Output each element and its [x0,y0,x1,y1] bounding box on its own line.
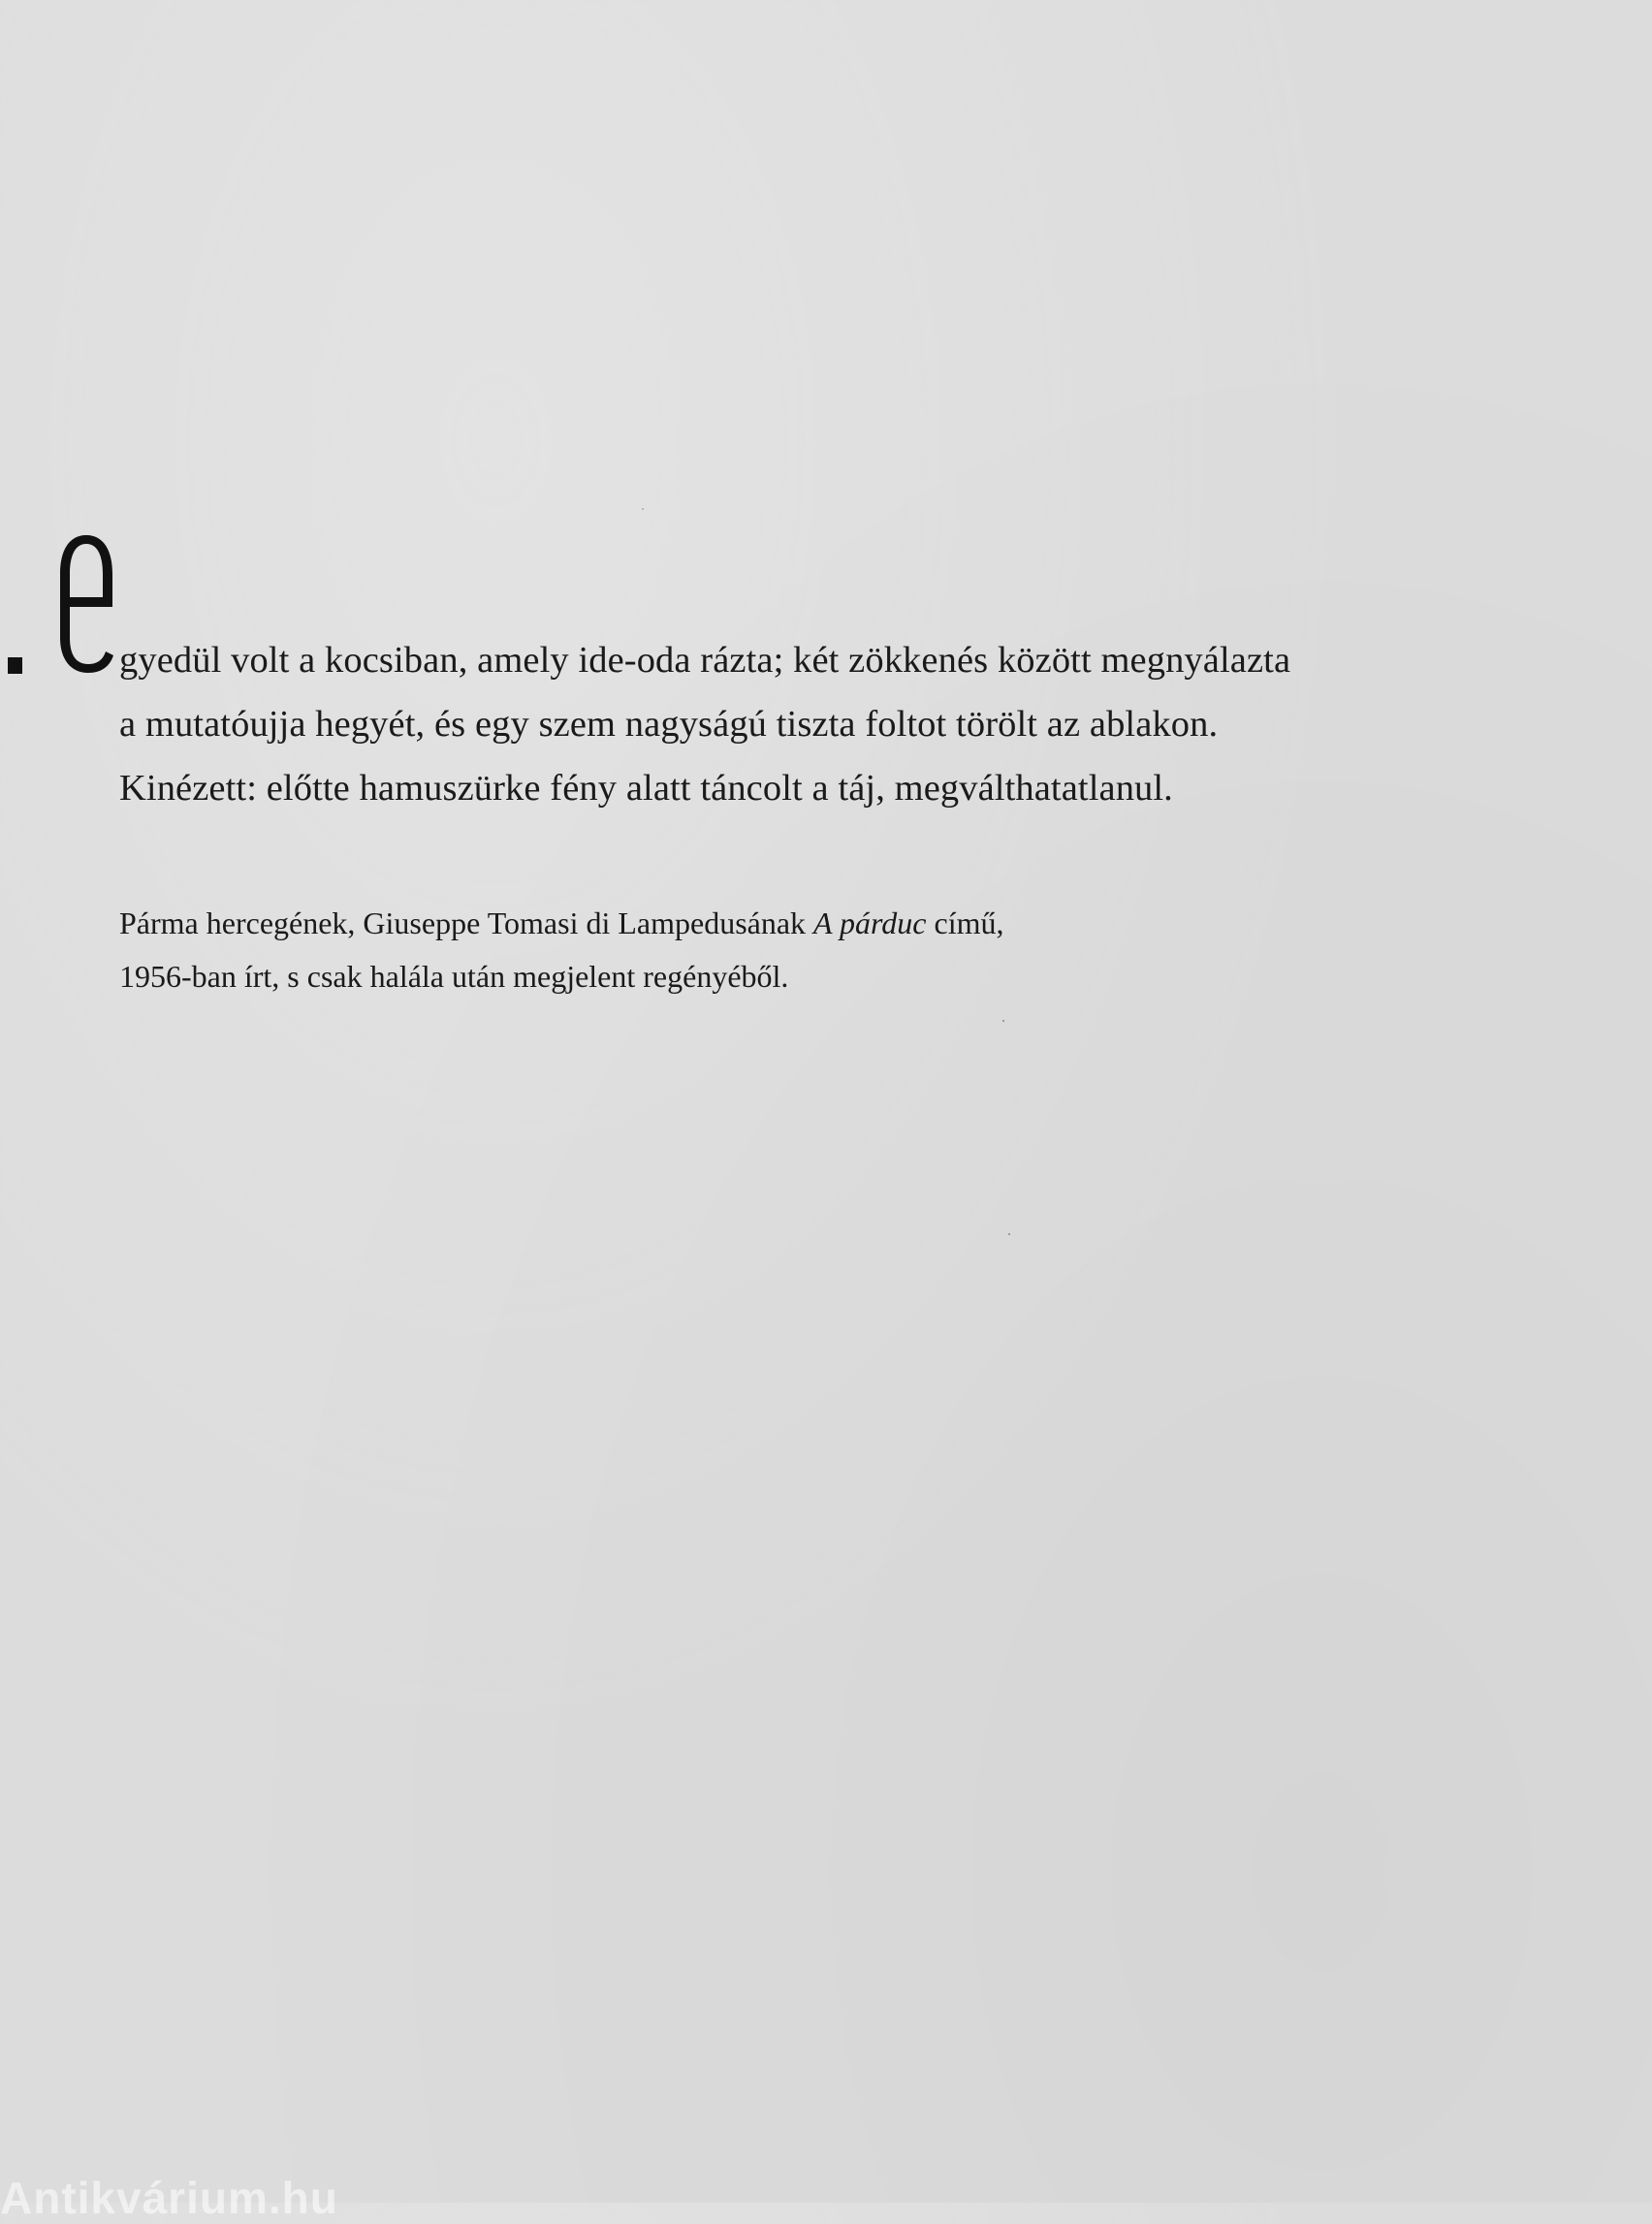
paper-speck [1008,1233,1010,1235]
source-caption [119,897,1283,1003]
paragraph-line-1: gyedül volt a kocsiban, amely ide-oda rázta; két zökkenés között megnyálazta [119,640,1291,681]
paper-speck [1002,1020,1004,1022]
main-paragraph [119,628,1632,820]
paragraph-line-2: a mutatóujja hegyét, és egy szem nagyságú tiszta foltot törölt az ablakon. [119,704,1219,745]
caption-text-start: Párma hercegének, Giuseppe Tomasi di Lampedusának [119,905,814,940]
drop-cap-letter [56,531,116,677]
paper-speck [642,508,644,510]
watermark-text: Antikvárium.hu [0,2173,338,2223]
book-title: A párduc [813,905,927,940]
caption-text-end: című, [926,905,1004,940]
caption-line-2: 1956-ban írt, s csak halála után megjelent regényéből. [119,959,789,994]
bullet-square [8,657,22,674]
paragraph-line-3: Kinézett: előtte hamuszürke fény alatt táncolt a táj, megválthatatlanul. [119,768,1173,809]
caption-line-1 [119,897,1283,950]
drop-cap-glyph [56,531,116,677]
